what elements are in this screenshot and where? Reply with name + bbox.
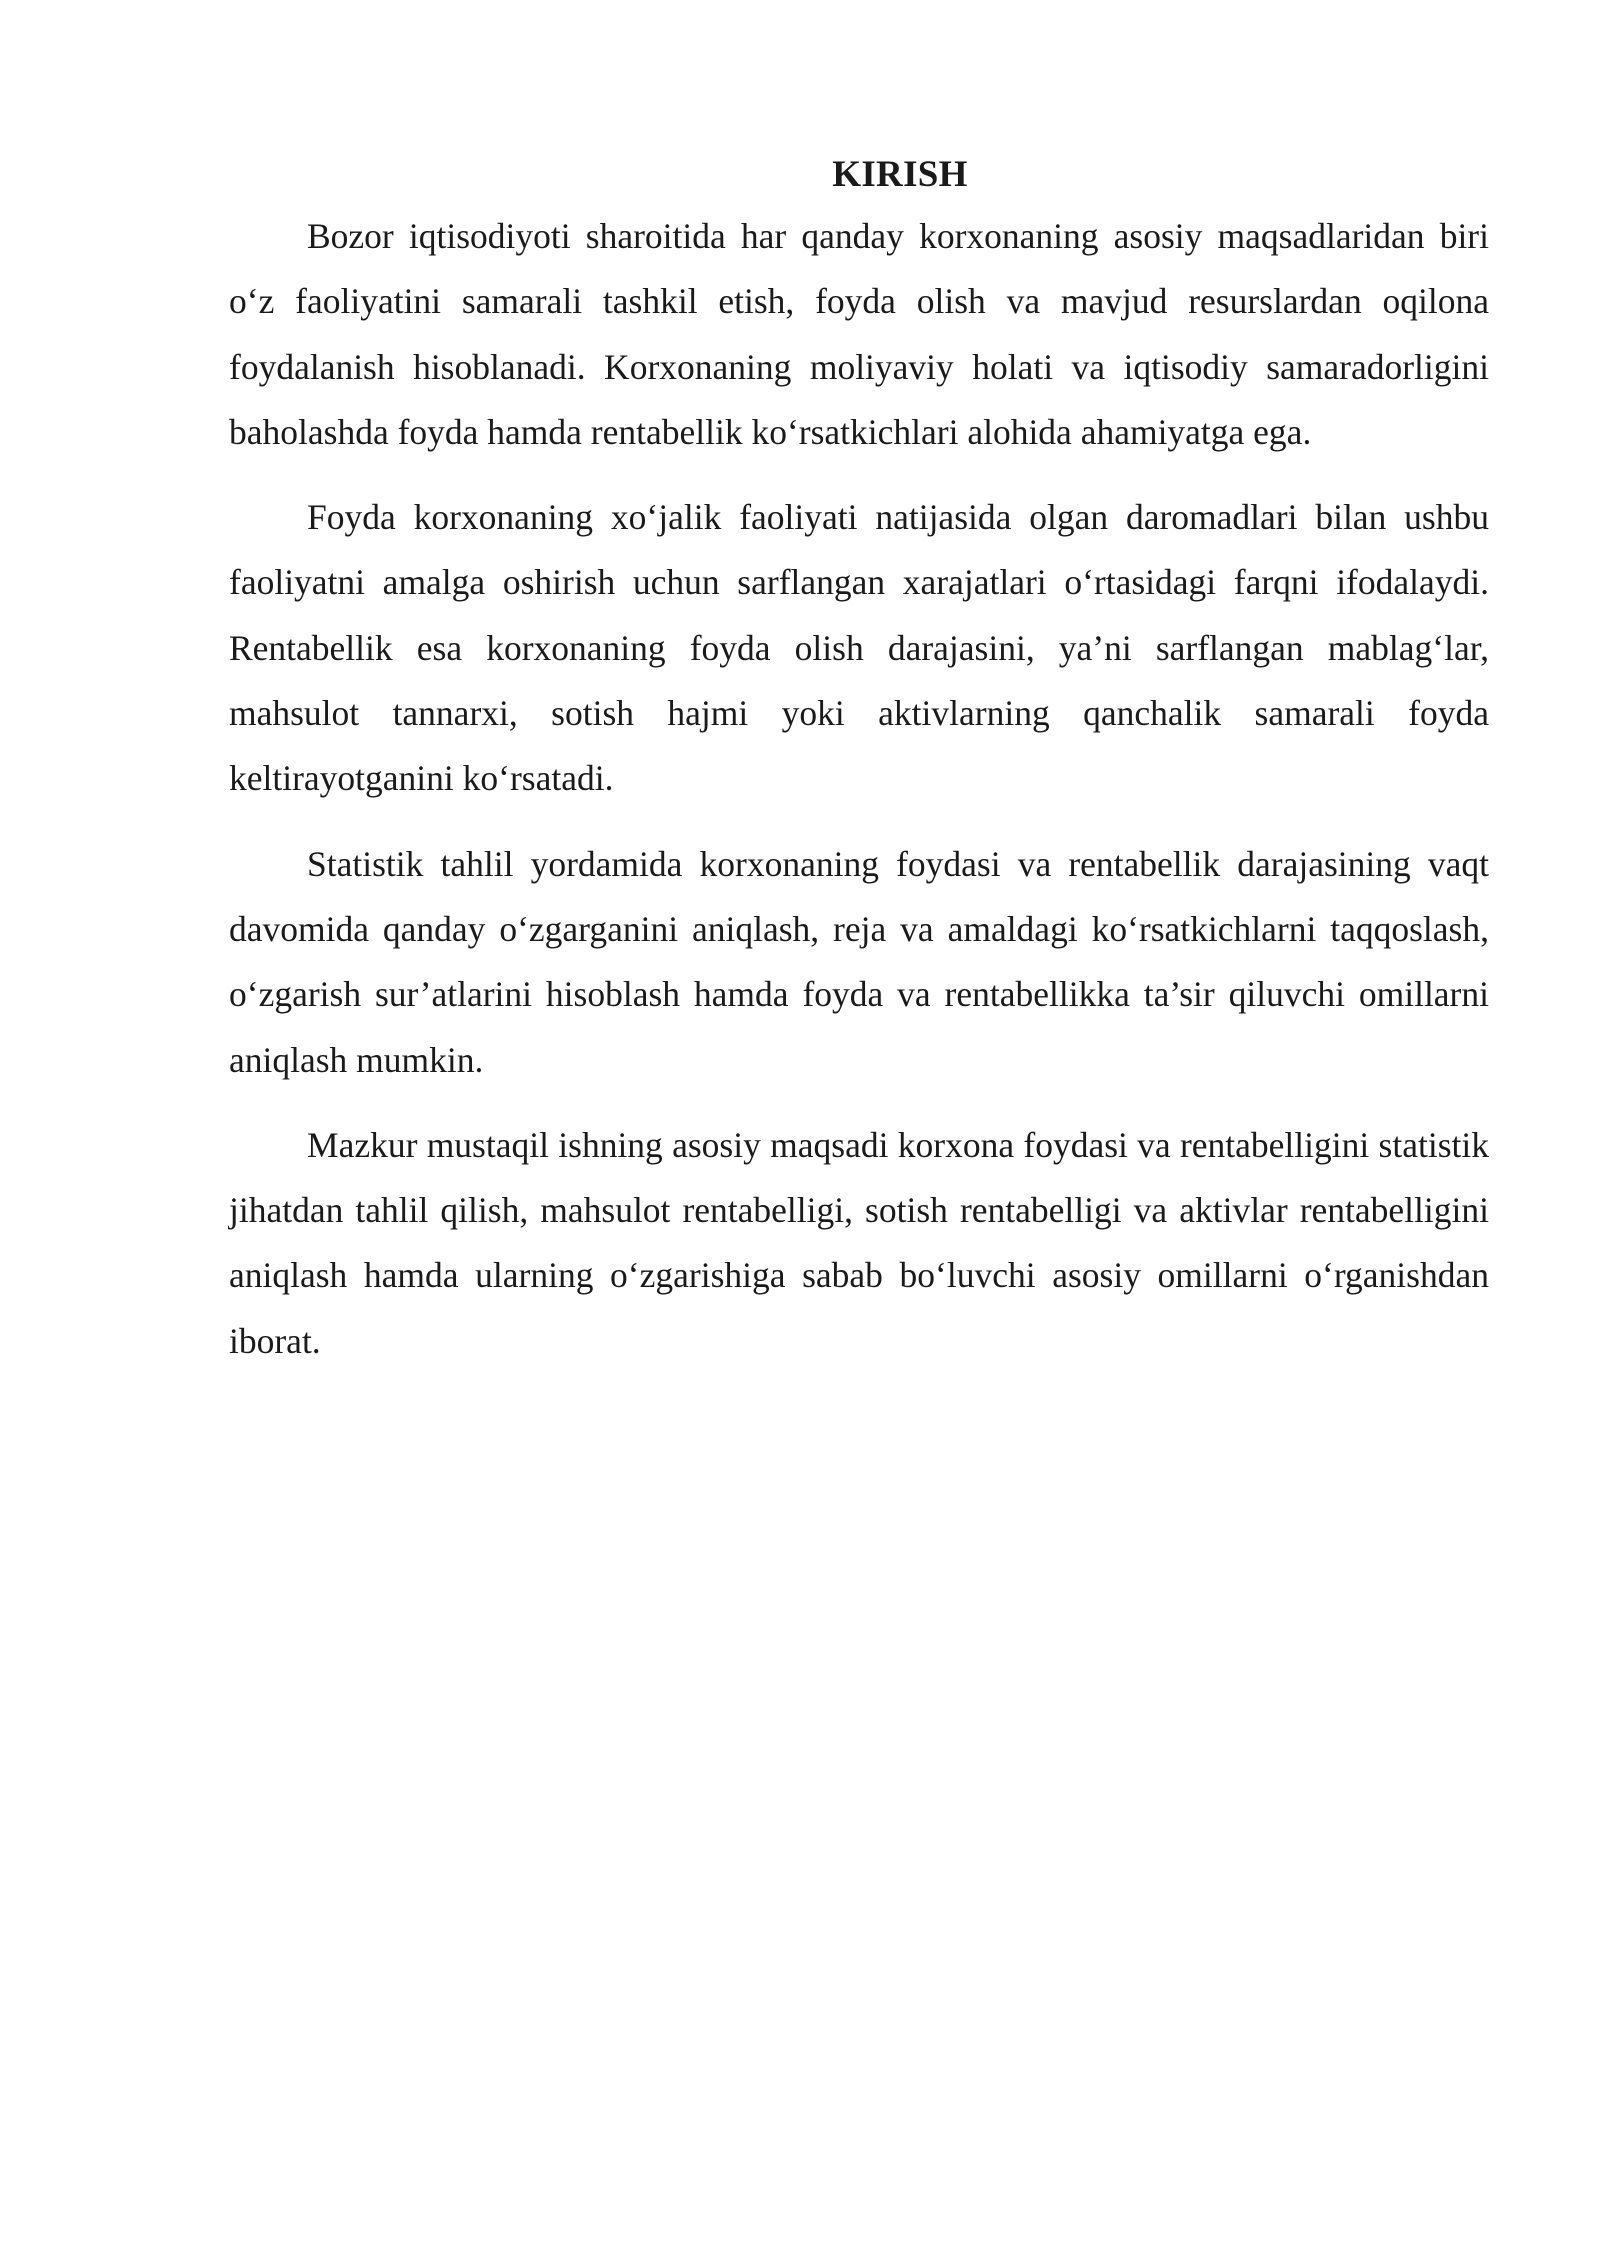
section-title: KIRISH xyxy=(832,154,968,195)
paragraph-4: Mazkur mustaqil ishning asosiy maqsadi korxona foydasi va rentabelligini statistik jihatdan tahlil qilish, mahsulot rentabelligi, sotish rentabelligi va aktivlar rentabelligini aniqlash hamda ularning o‘zgarishiga sabab bo‘luvchi asosiy omillarni o‘rganishdan iborat. xyxy=(229,1124,1489,1361)
paragraph-2: Foyda korxonaning xo‘jalik faoliyati natijasida olgan daromadlari bilan ushbu faoliyatni amalga oshirish uchun sarflangan xarajatlari o‘rtasidagi farqni ifodalaydi. Rentabellik esa korxonaning foyda olish darajasini, ya’ni sarflangan mablag‘lar, mahsulot tannarxi, sotish hajmi yoki aktivlarning qanchalik samarali foyda keltirayotganini ko‘rsatadi. xyxy=(229,497,1489,799)
document-body xyxy=(229,150,1489,1394)
paragraph-3: Statistik tahlil yordamida korxonaning foydasi va rentabellik darajasining vaqt davomida qanday o‘zgarganini aniqlash, reja va amaldagi ko‘rsatkichlarni taqqoslash, o‘zgarish sur’atlarini hisoblash hamda foyda va rentabellikka ta’sir qiluvchi omillarni aniqlash mumkin. xyxy=(229,843,1489,1080)
paragraph-1: Bozor iqtisodiyoti sharoitida har qanday korxonaning asosiy maqsadlaridan biri o‘z faoliyatini samarali tashkil etish, foyda olish va mavjud resurslardan oqilona foydalanish hisoblanadi. Korxonaning moliyaviy holati va iqtisodiy samaradorligini baholashda foyda hamda rentabellik ko‘rsatkichlari alohida ahamiyatga ega. xyxy=(229,216,1489,452)
